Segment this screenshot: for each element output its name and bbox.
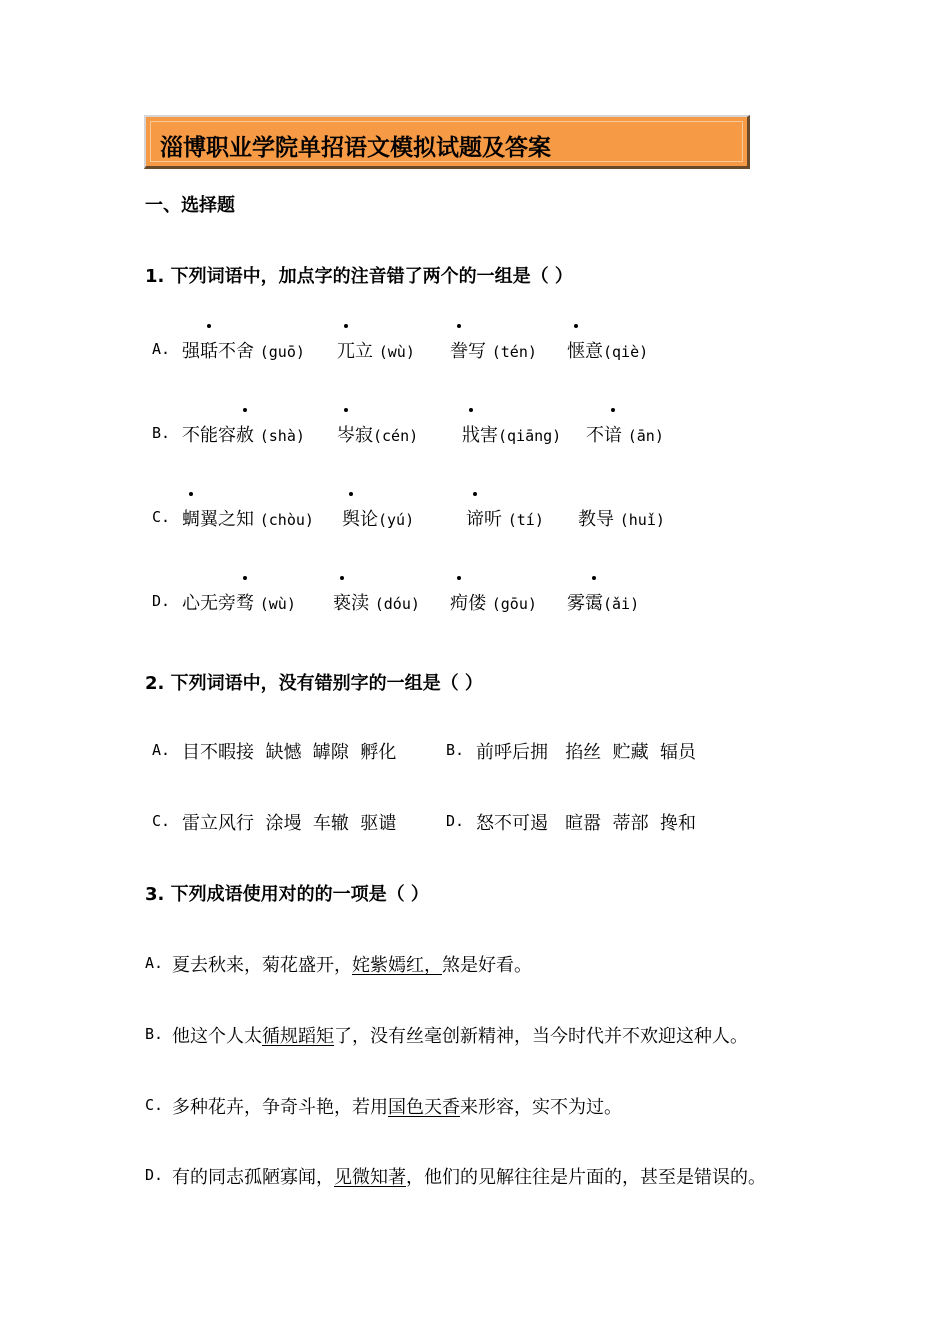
pinyin: (ǎi) — [603, 595, 640, 613]
text-fragment: 意 — [585, 341, 603, 362]
text-fragment: 偻 — [468, 593, 486, 614]
option-text: 雷立风行 涂墁 车辙 驱谴 — [182, 813, 397, 834]
dotted-character: 兀 — [337, 337, 355, 363]
question-1 — [145, 262, 573, 288]
dotted-character: 聒 — [200, 337, 218, 363]
pinyin: (shà) — [259, 427, 305, 445]
text-fragment: 强 — [182, 341, 200, 362]
option-item-3 — [450, 589, 537, 615]
dotted-character: 惬 — [567, 337, 585, 363]
question-number: 3. — [145, 884, 165, 905]
option-item-1 — [182, 505, 314, 531]
text-fragment: 渎 — [351, 593, 369, 614]
dotted-character: 谙 — [604, 421, 622, 447]
text-fragment: 写 — [468, 341, 486, 362]
option-item-4 — [567, 337, 648, 363]
page-title: 淄博职业学院单招语文模拟试题及答案 — [160, 135, 551, 161]
option-text — [172, 1163, 766, 1189]
text-fragment: 论 — [360, 509, 378, 530]
pinyin: (huǐ) — [619, 511, 665, 529]
option-letter: C. — [152, 812, 171, 830]
option-item-4 — [567, 589, 639, 615]
pinyin: (ān) — [627, 427, 664, 445]
dotted-character: 骛 — [236, 589, 254, 615]
text-fragment: ，他们的见解往往是片面的，甚至是错误的。 — [406, 1167, 766, 1188]
option-letter: A. — [145, 954, 164, 972]
question-2 — [145, 669, 483, 695]
text-fragment: 夏去秋来，菊花盛开， — [172, 955, 352, 976]
option-letter: A. — [152, 340, 171, 358]
option-item-2 — [337, 337, 415, 363]
text-fragment: 教导 — [578, 509, 614, 530]
text-fragment: 翼之知 — [200, 509, 254, 530]
pinyin: (tén) — [491, 343, 537, 361]
option-item-4 — [586, 421, 664, 447]
option-text: 前呼后拥 掐丝 贮藏 辐员 — [476, 742, 697, 763]
text-fragment: 雾 — [567, 593, 585, 614]
text-fragment: 来形容，实不为过。 — [460, 1097, 622, 1118]
option-text — [172, 951, 532, 977]
text-fragment: 不 — [586, 425, 604, 446]
option-item-2 — [337, 421, 418, 447]
dotted-character: 岑 — [337, 421, 355, 447]
text-fragment: 他这个人太 — [172, 1026, 262, 1047]
option-item-2 — [342, 505, 414, 531]
question-number: 1. — [145, 266, 165, 287]
pinyin: (guō) — [259, 343, 305, 361]
text-fragment: 心无旁 — [182, 593, 236, 614]
title-banner — [144, 115, 750, 169]
pinyin: (dóu) — [374, 595, 420, 613]
pinyin: (tí) — [507, 511, 544, 529]
option-letter: A. — [152, 741, 171, 759]
question-stem: 下列词语中，加点字的注音错了两个的一组是（ ） — [170, 266, 573, 287]
option-letter: D. — [145, 1166, 164, 1184]
text-fragment: 不舍 — [218, 341, 254, 362]
question-stem: 下列成语使用对的的一项是（ ） — [170, 884, 429, 905]
pinyin: (wù) — [378, 343, 415, 361]
underlined-idiom: 循规蹈矩 — [262, 1026, 334, 1047]
option-item-1 — [182, 421, 305, 447]
option-text — [172, 1093, 622, 1119]
text-fragment: 害 — [480, 425, 498, 446]
underlined-idiom: 国色天香 — [388, 1097, 460, 1118]
question-3 — [145, 880, 429, 906]
dotted-character: 蜩 — [182, 505, 200, 531]
option-item-3 — [466, 505, 544, 531]
pinyin: (cén) — [373, 427, 419, 445]
question-stem: 下列词语中，没有错别字的一组是（ ） — [170, 673, 483, 694]
text-fragment: 多种花卉，争奇斗艳，若用 — [172, 1097, 388, 1118]
underlined-idiom: 见微知著 — [334, 1167, 406, 1188]
pinyin: (qiāng) — [498, 427, 562, 445]
text-fragment: 有的同志孤陋寡闻， — [172, 1167, 334, 1188]
option-letter: B. — [446, 741, 465, 759]
underlined-idiom: 姹紫嫣红， — [352, 955, 442, 976]
section-heading: 一、选择题 — [145, 195, 235, 216]
dotted-character: 赦 — [236, 421, 254, 447]
option-letter: B. — [152, 424, 171, 442]
option-item-1 — [182, 589, 296, 615]
dotted-character: 亵 — [333, 589, 351, 615]
option-letter: C. — [145, 1096, 164, 1114]
option-item-4 — [578, 505, 665, 531]
text-fragment: 立 — [355, 341, 373, 362]
dotted-character: 戕 — [462, 421, 480, 447]
dotted-character: 痀 — [450, 589, 468, 615]
option-text — [172, 1022, 748, 1048]
text-fragment: 煞是好看。 — [442, 955, 532, 976]
text-fragment: 不能容 — [182, 425, 236, 446]
option-letter: D. — [446, 812, 465, 830]
pinyin: (qiè) — [603, 343, 649, 361]
dotted-character: 谛 — [466, 505, 484, 531]
pinyin: (gōu) — [491, 595, 537, 613]
text-fragment: 寂 — [355, 425, 373, 446]
option-item-1 — [182, 337, 305, 363]
dotted-character: 霭 — [585, 589, 603, 615]
pinyin: (yú) — [378, 511, 415, 529]
option-letter: D. — [152, 592, 171, 610]
text-fragment: 了，没有丝毫创新精神，当今时代并不欢迎这种人。 — [334, 1026, 748, 1047]
option-letter: C. — [152, 508, 171, 526]
pinyin: (chòu) — [259, 511, 314, 529]
option-item-2 — [333, 589, 420, 615]
option-item-3 — [462, 421, 561, 447]
option-item-3 — [450, 337, 537, 363]
pinyin: (wù) — [259, 595, 296, 613]
option-letter: B. — [145, 1025, 164, 1043]
dotted-character: 舆 — [342, 505, 360, 531]
option-text: 怒不可遏 暄嚣 蒂部 搀和 — [476, 813, 697, 834]
question-number: 2. — [145, 673, 165, 694]
text-fragment: 听 — [484, 509, 502, 530]
dotted-character: 誊 — [450, 337, 468, 363]
option-text: 目不暇接 缺憾 罅隙 孵化 — [182, 742, 397, 763]
